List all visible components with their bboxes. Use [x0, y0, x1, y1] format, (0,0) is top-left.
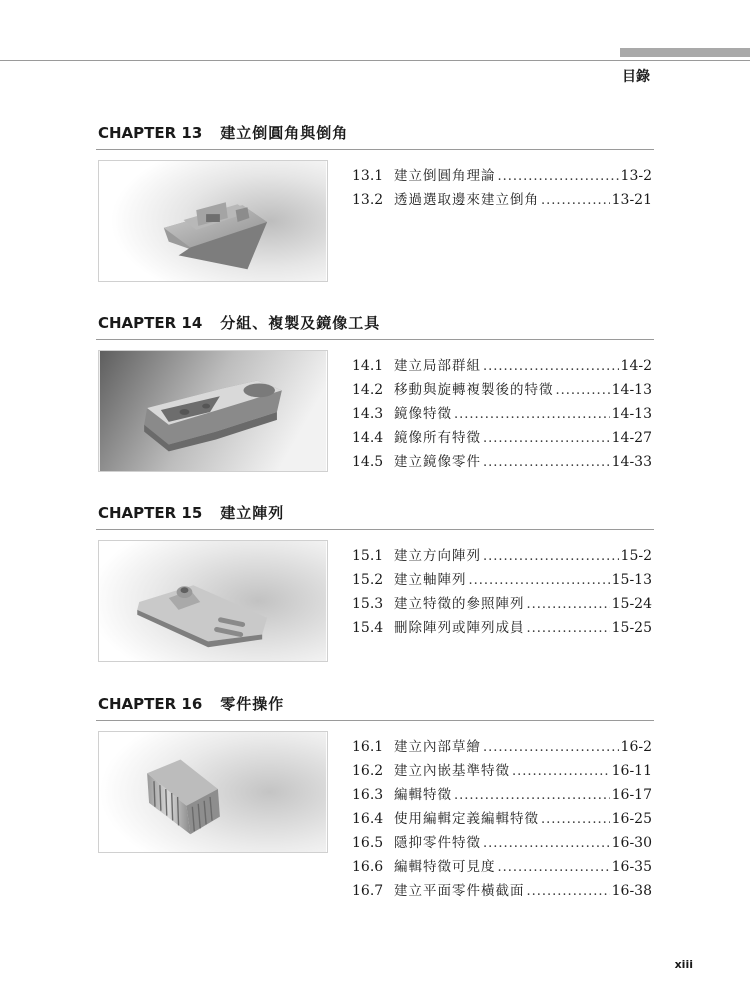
toc-list	[352, 735, 652, 903]
section-title: 建立軸陣列	[394, 572, 467, 588]
section-title: 鏡像特徵	[394, 406, 452, 422]
section-number: 16.4	[352, 811, 384, 827]
section-title: 建立內部草繪	[394, 739, 481, 755]
page-ref: 16-17	[611, 787, 652, 803]
toc-entry[interactable]	[352, 378, 652, 402]
header-bar	[620, 48, 750, 57]
page-ref: 15-25	[611, 620, 652, 636]
leader-dots	[541, 193, 610, 208]
chapter-heading	[96, 502, 654, 530]
section-title: 使用編輯定義編輯特徵	[394, 811, 539, 827]
chapter-number: CHAPTER 16	[98, 695, 203, 713]
toc-entry[interactable]	[352, 568, 652, 592]
chapter-heading	[96, 312, 654, 340]
toc-entry[interactable]	[352, 164, 652, 188]
toc-entry[interactable]	[352, 450, 652, 474]
toc-list	[352, 544, 652, 640]
toc-list	[352, 354, 652, 474]
page-ref: 16-35	[611, 859, 652, 875]
toc-entry[interactable]	[352, 759, 652, 783]
section-title: 刪除陣列或陣列成員	[394, 620, 525, 636]
leader-dots	[483, 740, 619, 755]
page-number: xiii	[674, 958, 693, 971]
leader-dots	[483, 836, 610, 851]
leader-dots	[483, 455, 610, 470]
section-number: 14.1	[352, 358, 384, 374]
leader-dots	[541, 812, 610, 827]
toc-entry[interactable]	[352, 544, 652, 568]
section-title: 建立方向陣列	[394, 548, 481, 564]
chapter-title: 建立陣列	[220, 504, 285, 522]
section-title: 建立局部群組	[394, 358, 481, 374]
chapter-number: CHAPTER 15	[98, 504, 203, 522]
toc-list	[352, 164, 652, 212]
section-number: 14.3	[352, 406, 384, 422]
section-number: 16.1	[352, 739, 384, 755]
section-title: 透過選取邊來建立倒角	[394, 192, 539, 208]
chapter-number: CHAPTER 13	[98, 124, 203, 142]
page-ref: 14-13	[611, 406, 652, 422]
section-number: 15.1	[352, 548, 384, 564]
leader-dots	[483, 431, 610, 446]
toc-entry[interactable]	[352, 354, 652, 378]
section-number: 16.5	[352, 835, 384, 851]
fillet-block-part-image	[98, 160, 328, 282]
leader-dots	[483, 359, 619, 374]
chapter-13	[96, 122, 654, 208]
leader-dots	[454, 407, 610, 422]
page-ref: 13-2	[620, 168, 652, 184]
slotted-plate-part-image	[98, 540, 328, 662]
leader-dots	[527, 597, 610, 612]
toc-entry[interactable]	[352, 188, 652, 212]
section-number: 16.2	[352, 763, 384, 779]
chapter-number: CHAPTER 14	[98, 314, 203, 332]
finned-block-part-image	[98, 731, 328, 853]
section-title: 編輯特徵	[394, 787, 452, 803]
chapter-14	[96, 312, 654, 470]
section-number: 13.2	[352, 192, 384, 208]
leader-dots	[483, 549, 619, 564]
leader-dots	[527, 884, 610, 899]
leader-dots	[527, 621, 610, 636]
toc-entry[interactable]	[352, 735, 652, 759]
chapter-15	[96, 502, 654, 636]
page-ref: 16-38	[611, 883, 652, 899]
leader-dots	[498, 169, 619, 184]
section-title: 建立鏡像零件	[394, 454, 481, 470]
page-ref: 15-2	[620, 548, 652, 564]
toc-entry[interactable]	[352, 831, 652, 855]
chapter-title: 零件操作	[220, 695, 285, 713]
page-ref: 16-11	[611, 763, 652, 779]
section-title: 建立倒圓角理論	[394, 168, 496, 184]
toc-entry[interactable]	[352, 783, 652, 807]
section-number: 15.2	[352, 572, 384, 588]
leader-dots	[498, 860, 610, 875]
page-ref: 13-21	[611, 192, 652, 208]
section-title: 建立平面零件橫截面	[394, 883, 525, 899]
section-number: 14.2	[352, 382, 384, 398]
page-ref: 14-2	[620, 358, 652, 374]
toc-entry[interactable]	[352, 879, 652, 903]
chapter-title: 建立倒圓角與倒角	[220, 124, 349, 142]
leader-dots	[556, 383, 610, 398]
leader-dots	[512, 764, 610, 779]
chapter-title: 分組、複製及鏡像工具	[220, 314, 381, 332]
section-title: 移動與旋轉複製後的特徵	[394, 382, 554, 398]
page-ref: 15-24	[611, 596, 652, 612]
chapter-heading	[96, 122, 654, 150]
chapter-16	[96, 693, 654, 899]
section-number: 14.4	[352, 430, 384, 446]
page-ref: 16-25	[611, 811, 652, 827]
running-head: 目錄	[622, 69, 650, 85]
section-number: 16.6	[352, 859, 384, 875]
chapter-heading	[96, 693, 654, 721]
page-ref: 14-33	[611, 454, 652, 470]
hollow-housing-part-image	[98, 350, 328, 472]
toc-entry[interactable]	[352, 402, 652, 426]
section-number: 15.3	[352, 596, 384, 612]
section-number: 16.7	[352, 883, 384, 899]
section-number: 15.4	[352, 620, 384, 636]
header-rule	[0, 60, 750, 61]
toc-entry[interactable]	[352, 807, 652, 831]
page-ref: 15-13	[611, 572, 652, 588]
section-title: 建立特徵的參照陣列	[394, 596, 525, 612]
page-ref: 14-27	[611, 430, 652, 446]
toc-entry[interactable]	[352, 616, 652, 640]
leader-dots	[454, 788, 610, 803]
section-title: 編輯特徵可見度	[394, 859, 496, 875]
section-title: 建立內嵌基準特徵	[394, 763, 510, 779]
section-title: 隱抑零件特徵	[394, 835, 481, 851]
toc-entry[interactable]	[352, 426, 652, 450]
section-number: 14.5	[352, 454, 384, 470]
section-title: 鏡像所有特徵	[394, 430, 481, 446]
page-ref: 16-30	[611, 835, 652, 851]
toc-entry[interactable]	[352, 855, 652, 879]
section-number: 13.1	[352, 168, 384, 184]
toc-entry[interactable]	[352, 592, 652, 616]
section-number: 16.3	[352, 787, 384, 803]
page-ref: 16-2	[620, 739, 652, 755]
page-ref: 14-13	[611, 382, 652, 398]
leader-dots	[469, 573, 610, 588]
